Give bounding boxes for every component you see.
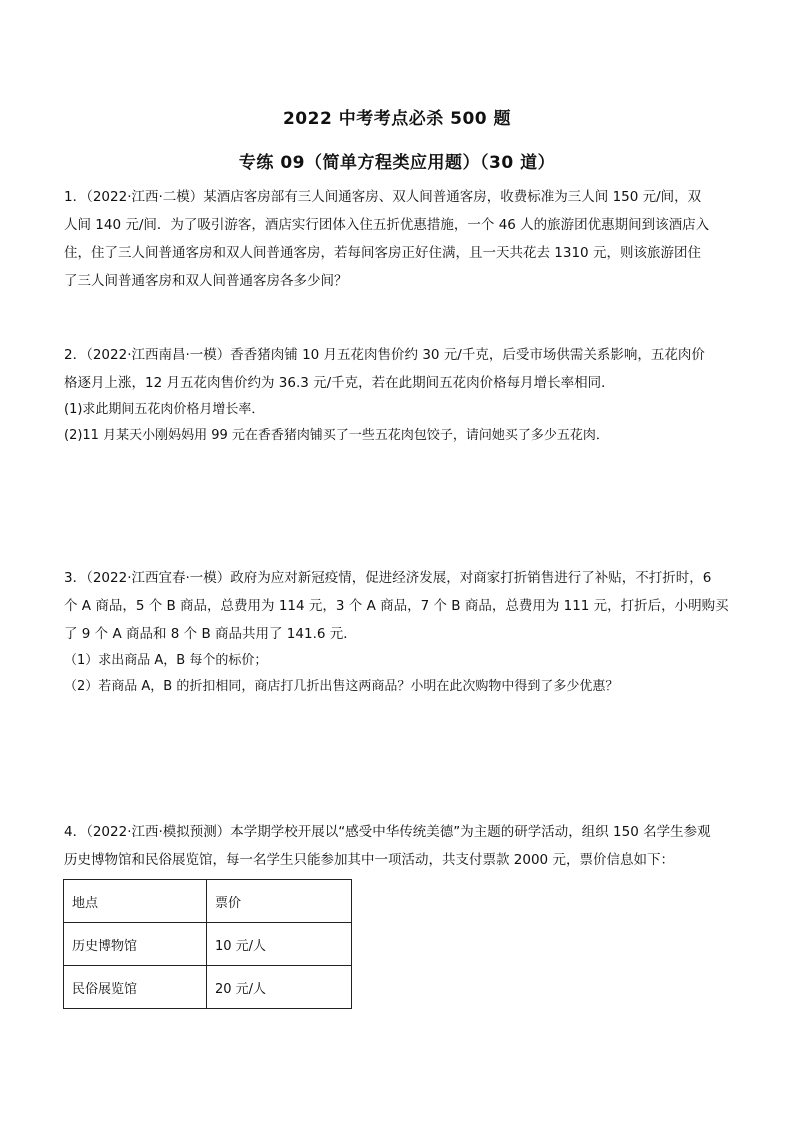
document-title: 2022 中考考点必杀 500 题 [282,109,512,129]
question-4-line-1: 4．（2022·江西·模拟预测）本学期学校开展以“感受中华传统美德”为主题的研学活动，组织 150 名学生参观 [64,824,711,840]
question-4 [64,818,732,874]
question-3-part-2: （2）若商品 A，B 的折扣相同，商店打几折出售这两商品？小明在此次购物中得到了多少优惠？ [64,679,619,694]
table-cell: 10 元/人 [207,923,352,966]
question-1-line-2: 人间 140 元/间．为了吸引游客，酒店实行团体入住五折优惠措施，一个 46 人的旅游团优惠期间到该酒店入 [64,217,710,233]
table-cell: 民俗展览馆 [64,966,207,1009]
question-2-line-1: 2．（2022·江西南昌·一模）香香猪肉铺 10 月五花肉售价约 30 元/千克，后受市场供需关系影响，五花肉价 [64,347,705,363]
question-1-line-4: 了三人间普通客房和双人间普通客房各多少间？ [64,273,348,289]
question-2-part-1: (1)求此期间五花肉价格月增长率． [64,402,265,417]
question-1 [64,183,732,295]
ticket-price-table [63,879,352,1009]
question-3-line-2: 个 A 商品，5 个 B 商品，总费用为 114 元，3 个 A 商品，7 个 B 商品，总费用为 111 元，打折后，小明购买 [64,598,729,614]
question-2 [64,341,732,449]
table-row [64,923,352,966]
question-1-line-1: 1．（2022·江西·二模）某酒店客房部有三人间通客房、双人间普通客房，收费标准为三人间 150 元/间，双 [64,189,702,205]
question-3-part-1: （1）求出商品 A，B 每个的标价； [64,653,268,668]
table-cell: 历史博物馆 [64,923,207,966]
question-1-line-3: 住，住了三人间普通客房和双人间普通客房，若每间客房正好住满，且一天共花去 1310 元，则该旅游团住 [64,245,701,261]
document-subtitle: 专练 09（简单方程类应用题）（30 道） [238,153,556,173]
question-3-line-3: 了 9 个 A 商品和 8 个 B 商品共用了 141.6 元． [64,626,357,642]
table-header-row [64,880,352,923]
table-header-cell: 票价 [207,880,352,923]
table-row [64,966,352,1009]
table-cell: 20 元/人 [207,966,352,1009]
question-2-part-2: (2)11 月某天小刚妈妈用 99 元在香香猪肉铺买了一些五花肉包饺子，请问她买了多少五花肉． [64,428,609,443]
table-header-cell: 地点 [64,880,207,923]
question-3-line-1: 3．（2022·江西宜春·一模）政府为应对新冠疫情，促进经济发展，对商家打折销售进行了补贴，不打折时，6 [64,570,712,586]
question-4-line-2: 历史博物馆和民俗展览馆，每一名学生只能参加其中一项活动，共支付票款 2000 元，票价信息如下： [64,852,674,868]
question-3 [64,564,732,700]
question-2-line-2: 格逐月上涨，12 月五花肉售价约为 36.3 元/千克，若在此期间五花肉价格每月增长率相同． [64,375,615,391]
